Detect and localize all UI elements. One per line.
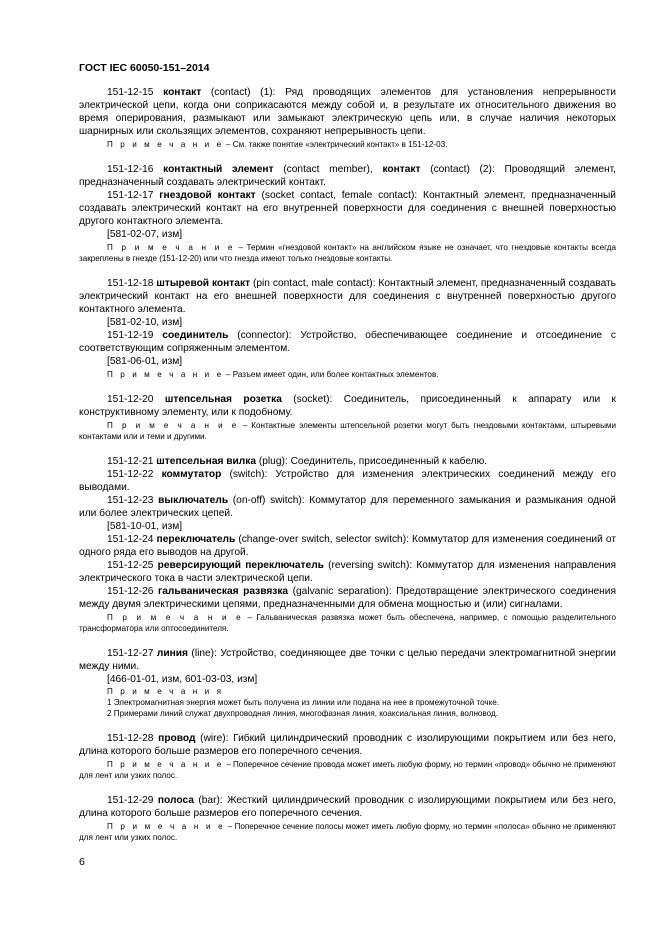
entry-151-12-16: 151-12-16 контактный элемент (contact member), контакт (contact) (2): Проводящий элемент, предназначенный создавать электрический контакт. — [79, 164, 616, 188]
page-number: 6 — [79, 856, 85, 868]
source-reference: [581-06-01, изм] — [107, 356, 183, 367]
entry-151-12-22: 151-12-22 коммутатор (switch): Устройство для изменения электрических соединений между его выводами. — [79, 469, 616, 493]
note: П р и м е ч а н и е – Разъем имеет один, или более контактных элементов. — [107, 370, 439, 379]
note: П р и м е ч а н и е – Поперечное сечение провода может иметь любую форму, но термин «провод» обычно не применяют для лент или узких полос. — [79, 760, 616, 780]
entry-151-12-23: 151-12-23 выключатель (on-off) switch): Коммутатор для переменного замыкания и размыкания одной или более электрических цепей. — [79, 495, 616, 519]
source-reference: [581-02-10, изм] — [107, 317, 183, 328]
entry-151-12-24: 151-12-24 переключатель (change-over switch, selector switch): Коммутатор для изменения соединений от одного ряда его выводов на другой. — [79, 534, 616, 558]
entry-151-12-27: 151-12-27 линия (line): Устройство, соединяющее две точки с целью передачи электромагнитной энергии между ними. — [79, 648, 616, 672]
note: П р и м е ч а н и е – Поперечное сечение полосы может иметь любую форму, но термин «полоса» обычно не применяют для лент или узких полос. — [79, 822, 616, 842]
note-item: 1 Электромагнитная энергия может быть получена из линии или подана на нее в промежуточной точке. — [107, 698, 499, 707]
entry-151-12-20: 151-12-20 штепсельная розетка (socket): Соединитель, присоединенный к аппарату или к конструктивному элементу, или к подобному. — [79, 394, 616, 418]
entry-151-12-26: 151-12-26 гальваническая развязка (galvanic separation): Предотвращение электрического соединения между двумя электрическими цепями, предназначенными для обмена мощностью и (или) сигналами. — [79, 586, 617, 610]
entry-151-12-19: 151-12-19 соединитель (connector): Устройство, обеспечивающее соединение и отсоединение с соответствующим сопряженным элементом. — [79, 330, 616, 354]
document-header: ГОСТ IEC 60050-151–2014 — [79, 62, 210, 74]
note: П р и м е ч а н и е – Контактные элементы штепсельной розетки могут быть гнездовыми контактами, штыревыми контактами или и теми и другими. — [79, 421, 616, 441]
entry-151-12-15: 151-12-15 контакт (contact) (1): Ряд проводящих элементов для установления непрерывности электрической цепи, когда они соприкасаются между собой и, в результате их относительного движения во время оперирования, размыкают или замыкают электрическую цепь или, в случае наличия некоторых шарнирных или скользящих элементов, сохраняют непрерывность цепи. — [79, 87, 616, 137]
entry-151-12-28: 151-12-28 провод (wire): Гибкий цилиндрический проводник с изолирующими покрытием или без него, длина которого больше размеров его поперечного сечения. — [79, 733, 616, 757]
note: П р и м е ч а н и е – См. также понятие «электрический контакт» в 151-12-03. — [107, 140, 448, 149]
note-item: 2 Примерами линий служат двухпроводная линия, многофазная линия, коаксиальная линия, волновод. — [107, 709, 498, 718]
entry-151-12-21: 151-12-21 штепсельная вилка (plug): Соединитель, присоединенный к кабелю. — [107, 456, 488, 467]
note: П р и м е ч а н и е – Гальваническая развязка может быть обеспечена, например, с помощью разделительного трансформатора или оптосоединителя. — [79, 613, 616, 633]
source-reference: [581-10-01, изм] — [107, 521, 183, 532]
source-reference: [466-01-01, изм, 601-03-03, изм] — [107, 674, 258, 685]
entry-151-12-25: 151-12-25 реверсирующий переключатель (reversing switch): Коммутатор для изменения направления электрического тока в части электрической цепи. — [79, 560, 616, 584]
entry-151-12-17: 151-12-17 гнездовой контакт (socket contact, female contact): Контактный элемент, предназначенный создавать электрический контакт на его внутренней поверхности для соединения с внешней поверхностью другого контактного элемента. — [79, 190, 616, 227]
document-body — [79, 86, 616, 843]
entry-151-12-18: 151-12-18 штыревой контакт (pin contact, male contact): Контактный элемент, предназначенный создавать электрический контакт на его внешней поверхности для соединения с внутренней поверхностью другого контактного элемента. — [79, 278, 616, 315]
source-reference: [581-02-07, изм] — [107, 229, 183, 240]
note: П р и м е ч а н и е – Термин «гнездовой контакт» на английском языке не означает, что гнездовые контакты всегда закреплены в гнезде (151-12-20) или что гнезда имеют только гнездовые контакты. — [79, 243, 616, 263]
notes-label: П р и м е ч а н и я — [107, 687, 224, 696]
entry-151-12-29: 151-12-29 полоса (bar): Жесткий цилиндрический проводник с изолирующими покрытием или без него, длина которого больше размеров его поперечного сечения. — [79, 795, 616, 819]
